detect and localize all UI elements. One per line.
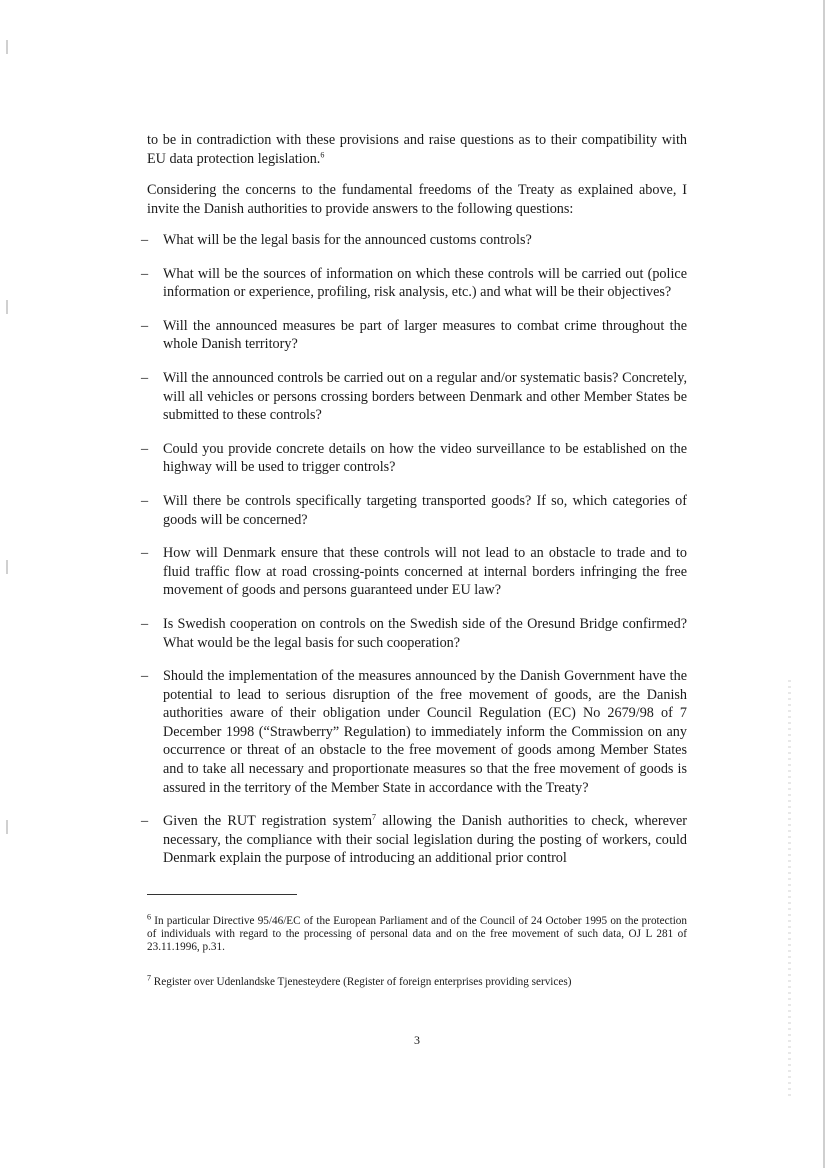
list-dash: – [141, 615, 149, 632]
page-number: 3 [414, 1033, 420, 1047]
list-dash: – [141, 813, 149, 830]
footnote-number: 6 [147, 912, 151, 922]
list-item: – Will the announced measures be part of larger measures to combat crime throughout the whole Danish territory? [141, 317, 687, 353]
footnote: $^6$ In particular Directive 95/46/EC of the European Parliament and of the Council of 24 October 1995 on the protection of individuals with regard to the processing of personal data and on the free movement of such data, OJ L 281 of 23.11.1996, p.31. [147, 912, 687, 954]
list-dash: – [141, 492, 149, 509]
question-list [141, 231, 687, 868]
body-paragraph: Considering the concerns to the fundamental freedoms of the Treaty as explained above, I invite the Danish authorities to provide answers to the following questions: [147, 182, 687, 217]
footnote-separator [147, 894, 297, 895]
list-item: – Will there be controls specifically targeting transported goods? If so, which categories of goods will be concerned? [141, 492, 687, 528]
scan-artifact [788, 680, 791, 1100]
list-dash: – [141, 232, 149, 248]
list-dash: – [141, 668, 149, 685]
list-item: – How will Denmark ensure that these controls will not lead to an obstacle to trade and to fluid traffic flow at road crossing-points concerned at internal borders infringing the free movement of goods and persons guaranteed under EU law? [141, 545, 687, 599]
list-item: – What will be the sources of information on which these controls will be carried out (police information or experience, profiling, risk analysis, etc.) and what will be their objectives? [141, 265, 687, 301]
list-item: – Should the implementation of the measures announced by the Danish Government have the potential to lead to serious disruption of the free movement of goods, are the Danish authorities aware of their obligation under Council Regulation (EC) No 2679/98 of 7 December 1998 (“Strawberry” Regulation) to immediately inform the Commission on any occurrence or threat of an obstacle to the free movement of goods among Member States and to take all necessary and proportionate measures so that the free movement of goods is assured in the territory of the Member State in accordance with the Treaty? [141, 668, 687, 796]
list-item: – Could you provide concrete details on how the video surveillance to be established on the highway will be used to trigger controls? [141, 440, 687, 476]
list-dash: – [141, 265, 149, 282]
footnote-ref: 7 [372, 812, 376, 822]
list-dash: – [141, 317, 149, 334]
footnote: $^7$ Register over Udenlandske Tjenesteydere (Register of foreign enterprises providing services) [147, 973, 572, 988]
footnote-number: 7 [147, 973, 151, 983]
list-item: – Will the announced controls be carried out on a regular and/or systematic basis? Concretely, will all vehicles or persons crossing borders between Denmark and other Member States be submitted to these controls? [141, 369, 687, 424]
footnote-ref: 6 [320, 149, 325, 159]
list-item: – Given the RUT registration system$^7$ allowing the Danish authorities to check, wherever necessary, the compliance with their social legislation during the posting of workers, could Denmark explain the purpose of introducing an additional prior control [141, 812, 687, 867]
list-item: – What will be the legal basis for the announced customs controls? [141, 232, 532, 248]
list-dash: – [141, 440, 149, 457]
list-dash: – [141, 369, 149, 386]
scan-artifact [6, 300, 8, 314]
scan-artifact [6, 560, 8, 574]
scan-artifact [6, 820, 8, 834]
body-paragraph: to be in contradiction with these provisions and raise questions as to their compatibility with EU data protection legislation.$^6$ [147, 132, 687, 167]
list-item: – Is Swedish cooperation on controls on the Swedish side of the Oresund Bridge confirmed? What would be the legal basis for such cooperation? [141, 615, 687, 651]
scan-artifact [6, 40, 8, 54]
list-dash: – [141, 545, 149, 562]
